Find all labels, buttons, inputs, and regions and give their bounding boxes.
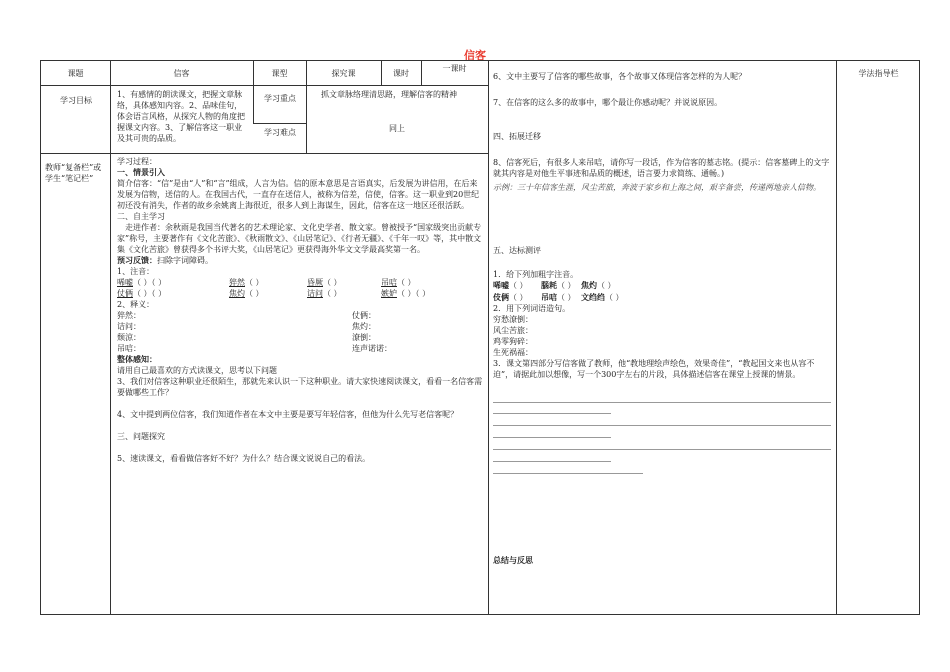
overall-text: 请用自己最喜欢的方式读课文，思考以下问题 bbox=[117, 366, 277, 375]
explain-question: 2、释义： bbox=[117, 300, 155, 309]
difficulty-label: 学习难点 bbox=[264, 128, 296, 137]
term-item: 仗俩： bbox=[352, 311, 376, 320]
process-block bbox=[117, 156, 483, 464]
answer-line bbox=[493, 461, 611, 462]
summary-label: 总结与反思 bbox=[493, 556, 533, 565]
preview-title: 预习反馈： bbox=[117, 255, 157, 265]
term-item: 猝然： bbox=[117, 311, 141, 320]
terms-grid bbox=[117, 310, 483, 354]
test-1-item: 伎俩（ ） bbox=[493, 292, 528, 302]
type-value: 探究课 bbox=[331, 69, 356, 78]
test-2-item: 生死祸福： bbox=[493, 348, 533, 357]
key-point-value: 抓文章脉络理清思路，理解信客的精神 bbox=[321, 90, 457, 99]
test-1: 1．给下列加粗字注音。 bbox=[493, 270, 579, 279]
section-inquiry: 三、问题探究 bbox=[117, 432, 165, 441]
column-divider-notes bbox=[110, 61, 111, 615]
section-extension: 四、拓展迁移 bbox=[493, 132, 541, 141]
objectives-label: 学习目标 bbox=[60, 96, 92, 105]
process-heading: 学习过程： bbox=[117, 157, 157, 166]
answer-line bbox=[493, 437, 611, 438]
section-self-study: 二、自主学习 bbox=[117, 212, 165, 221]
test-2: 2．用下列词语造句。 bbox=[493, 304, 571, 313]
pinyin-item: 仗俩（ ）（ ） bbox=[117, 289, 167, 298]
preview-text: 扫除字词障碍。 bbox=[157, 256, 213, 265]
pinyin-item: 猝然（ ） bbox=[229, 278, 264, 287]
question-6: 6、文中主要写了信客的哪些故事，各个故事又体现信客怎样的为人呢？ bbox=[493, 72, 747, 81]
pinyin-item: 焦灼（ ） bbox=[229, 289, 264, 298]
pinyin-item: 诘问（ ） bbox=[307, 289, 342, 298]
pinyin-question: 1、注音： bbox=[117, 267, 155, 276]
guide-label: 学法指导栏 bbox=[858, 69, 899, 78]
hours-value: 一课时 bbox=[442, 64, 467, 73]
pinyin-item: 唏嘘（ ）（ ） bbox=[117, 278, 167, 287]
epitaph-example: 示例：三十年信客生涯，风尘苦旅，奔波于家乡和上海之间，艰辛备尝，传递两地亲人信物。 bbox=[493, 183, 821, 192]
pinyin-grid bbox=[117, 277, 483, 299]
answer-line bbox=[493, 413, 611, 414]
question-3: 3、我们对信客这种职业还很陌生，那就先来认识一下这种职业。请大家快速阅读课文，看看一名信客需要做哪些工作？ bbox=[117, 377, 483, 397]
test-1-item: 腦耗（ ） bbox=[541, 280, 576, 290]
term-item: 连声诺诺： bbox=[352, 344, 392, 353]
term-item: 焦灼： bbox=[352, 322, 376, 331]
test-1-item: 文绉绉（ ） bbox=[581, 292, 624, 302]
answer-line bbox=[493, 402, 831, 403]
question-5: 5、速读课文，看看做信客好不好？为什么？结合课文说说自己的看法。 bbox=[117, 454, 371, 463]
pinyin-item: 吊唁（ ） bbox=[381, 278, 416, 287]
pinyin-item: 昏厥（ ） bbox=[307, 278, 342, 287]
page-title: 信客 bbox=[464, 49, 486, 62]
term-item: 诘问： bbox=[117, 322, 141, 331]
intro-text: 简介信客：“信”是由“人”和“言”组成，人言为信。信的原本意思是言语真实，后发展为讲信用，在后来发展为信物，送信的人。在我国古代，一直存在送信人，被称为信差，信使，信客。这一职业到20世纪初还没有消失，作者的故乡余姚离上海很近，很多人到上海谋生，因此，信客在这一地区还很活跃。 bbox=[117, 179, 480, 210]
key-point-label: 学习重点 bbox=[264, 94, 296, 103]
test-3: 3．课文第四部分写信客做了教师，他“教地理绘声绘色，效果奇佳”，“教起国文来也从容不迫”，请据此加以想像，写一个300字左右的片段，具体描述信客在课堂上授课的情景。 bbox=[493, 359, 815, 379]
lesson-plan-table bbox=[40, 60, 920, 615]
test-1-item: 焦灼（ ） bbox=[581, 280, 616, 290]
term-item: 吊唁： bbox=[117, 344, 141, 353]
overall-title: 整体感知： bbox=[117, 354, 157, 364]
section-assessment: 五、达标测评 bbox=[493, 246, 541, 255]
question-4: 4、文中提到两位信客，我们知道作者在本文中主要是要写年轻信客，但他为什么先写老信客呢？ bbox=[117, 410, 459, 419]
test-1-item: 唏嘘（ ） bbox=[493, 280, 528, 290]
column-divider-middle bbox=[488, 61, 489, 615]
type-label: 课型 bbox=[271, 69, 288, 78]
hours-label: 课时 bbox=[393, 69, 409, 78]
term-item: 潦倒： bbox=[352, 333, 376, 342]
answer-line bbox=[493, 449, 831, 450]
question-7: 7、在信客的这么多的故事中，哪个最让你感动呢？并说说原因。 bbox=[493, 98, 723, 107]
side-note: 教师“复备栏”或学生“笔记栏” bbox=[45, 163, 102, 183]
test-2-item: 穷愁潦倒： bbox=[493, 315, 533, 324]
answer-line bbox=[493, 473, 643, 474]
difficulty-value: 同上 bbox=[389, 124, 405, 133]
test-1-item: 吊唁（ ） bbox=[541, 292, 576, 302]
column-divider-guide bbox=[836, 61, 837, 615]
lesson-label: 课题 bbox=[67, 69, 84, 78]
answer-line bbox=[493, 425, 831, 426]
test-2-item: 鸡零狗碎： bbox=[493, 337, 533, 346]
term-item: 颓涼： bbox=[117, 333, 141, 342]
section-intro: 一、情景引入 bbox=[117, 167, 165, 177]
test-2-item: 风尘苦旅： bbox=[493, 326, 533, 335]
question-8: 8、信客死后，有很多人来吊唁，请你写一段话，作为信客的墓志铭。(提示：信客墓碑上的文字就其内容是对他生平事迹和品质的概述，语言要力求简练、通畅。) bbox=[493, 158, 830, 178]
pinyin-item: 嫉妒（ ）（ ） bbox=[381, 289, 431, 298]
objectives-text: 1、有感情的朗读课文，把握文章脉络，具体感知内容。2、品味佳句，体会语言风格，从探究人物的角度把握课文内容。3、了解信客这一职业及其可贵的品质。 bbox=[117, 90, 245, 143]
author-text: 走进作者：余秋雨是我国当代著名的艺术理论家、文化史学者、散文家。曾被授予“国家级突出贡献专家”称号，主要著作有《文化苦旅》、《秋雨散文》、《山居笔记》、《行者无疆》、《千年一叹》等，其中散文集《文化苦旅》曾获得多个书评大奖，《山居笔记》更获得海外华文文学最高奖第一名。 bbox=[117, 223, 482, 254]
lesson-value: 信客 bbox=[173, 69, 190, 78]
